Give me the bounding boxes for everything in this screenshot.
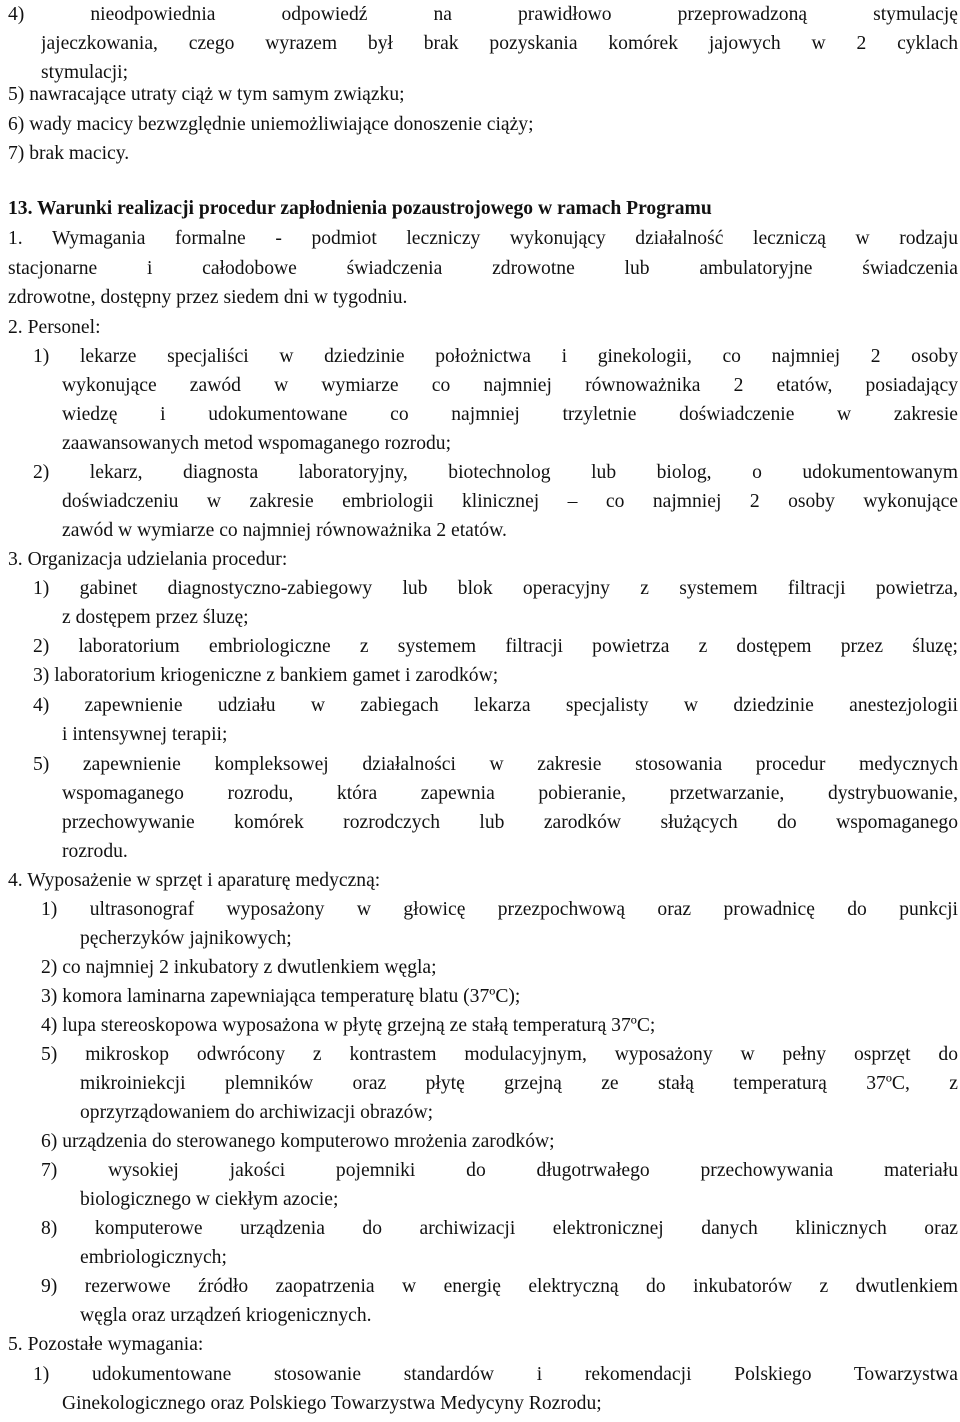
paragraph-line: 1. Wymagania formalne - podmiot leczniczy wykonujący działalność leczniczą w rodzaju xyxy=(8,228,958,249)
list-item-continuation: wspomaganego rozrodu, która zapewnia pobieranie, przetwarzanie, dystrybuowanie, xyxy=(62,783,958,804)
list-item: 3) komora laminarna zapewniająca temperaturę blatu (37ºC); xyxy=(41,986,521,1007)
paragraph-line: stacjonarne i całodobowe świadczenia zdrowotne lub ambulatoryjne świadczenia xyxy=(8,258,958,279)
list-item: 1) lekarze specjaliści w dziedzinie położnictwa i ginekologii, co najmniej 2 osoby xyxy=(33,346,958,367)
paragraph-line: zdrowotne, dostępny przez siedem dni w tygodniu. xyxy=(8,287,408,308)
list-item-continuation: mikroiniekcji plemników oraz płytę grzejną ze stałą temperaturą 37ºC, z xyxy=(80,1073,958,1094)
list-item-continuation: wykonujące zawód w wymiarze co najmniej równoważnika 2 etatów, posiadający xyxy=(62,375,958,396)
subsection-heading: 5. Pozostałe wymagania: xyxy=(8,1334,204,1355)
list-item: 1) gabinet diagnostyczno-zabiegowy lub blok operacyjny z systemem filtracji powietrza, xyxy=(33,578,958,599)
list-item: 2) lekarz, diagnosta laboratoryjny, biotechnolog lub biolog, o udokumentowanym xyxy=(33,462,958,483)
list-item: 6) urządzenia do sterowanego komputerowo mrożenia zarodków; xyxy=(41,1131,555,1152)
list-item-continuation: zawód w wymiarze co najmniej równoważnika 2 etatów. xyxy=(62,520,507,541)
list-item-continuation: przechowywanie komórek rozrodczych lub zarodków służących do wspomaganego xyxy=(62,812,958,833)
list-item: 4) nieodpowiednia odpowiedź na prawidłowo przeprowadzoną stymulację xyxy=(8,4,958,25)
list-item-continuation: embriologicznych; xyxy=(80,1247,227,1268)
list-item: 7) brak macicy. xyxy=(8,143,130,164)
list-item-continuation: biologicznego w ciekłym azocie; xyxy=(80,1189,339,1210)
list-item: 4) zapewnienie udziału w zabiegach lekarza specjalisty w dziedzinie anestezjologii xyxy=(33,695,958,716)
list-item-continuation: i intensywnej terapii; xyxy=(62,724,228,745)
list-item-continuation: pęcherzyków jajnikowych; xyxy=(80,928,292,949)
list-item: 8) komputerowe urządzenia do archiwizacji elektronicznej danych klinicznych oraz xyxy=(41,1218,958,1239)
list-item-continuation: Ginekologicznego oraz Polskiego Towarzystwa Medycyny Rozrodu; xyxy=(62,1393,602,1414)
subsection-heading: 3. Organizacja udzielania procedur: xyxy=(8,549,288,570)
list-item: 2) co najmniej 2 inkubatory z dwutlenkiem węgla; xyxy=(41,957,437,978)
list-item-continuation: stymulacji; xyxy=(41,62,129,83)
list-item: 3) laboratorium kriogeniczne z bankiem gamet i zarodków; xyxy=(33,665,499,686)
list-item: 6) wady macicy bezwzględnie uniemożliwiające donoszenie ciąży; xyxy=(8,114,534,135)
list-item: 1) udokumentowane stosowanie standardów i rekomendacji Polskiego Towarzystwa xyxy=(33,1364,958,1385)
list-item-continuation: zaawansowanych metod wspomaganego rozrodu; xyxy=(62,433,452,454)
subsection-heading: 2. Personel: xyxy=(8,317,101,338)
list-item: 9) rezerwowe źródło zaopatrzenia w energię elektryczną do inkubatorów z dwutlenkiem xyxy=(41,1276,958,1297)
list-item-continuation: doświadczeniu w zakresie embriologii klinicznej – co najmniej 2 osoby wykonujące xyxy=(62,491,958,512)
list-item: 1) ultrasonograf wyposażony w głowicę przezpochwową oraz prowadnicę do punkcji xyxy=(41,899,958,920)
list-item: 7) wysokiej jakości pojemniki do długotrwałego przechowywania materiału xyxy=(41,1160,958,1181)
subsection-heading: 4. Wyposażenie w sprzęt i aparaturę medyczną: xyxy=(8,870,381,891)
list-item-continuation: z dostępem przez śluzę; xyxy=(62,607,249,628)
list-item: 2) laboratorium embriologiczne z systemem filtracji powietrza z dostępem przez śluzę; xyxy=(33,636,958,657)
list-item: 4) lupa stereoskopowa wyposażona w płytę grzejną ze stałą temperaturą 37ºC; xyxy=(41,1015,656,1036)
list-item-continuation: wiedzę i udokumentowane co najmniej trzyletnie doświadczenie w zakresie xyxy=(62,404,958,425)
list-item: 5) zapewnienie kompleksowej działalności w zakresie stosowania procedur medycznych xyxy=(33,754,958,775)
list-item: 5) mikroskop odwrócony z kontrastem modulacyjnym, wyposażony w pełny osprzęt do xyxy=(41,1044,958,1065)
list-item: 5) nawracające utraty ciąż w tym samym związku; xyxy=(8,84,405,105)
section-heading: 13. Warunki realizacji procedur zapłodnienia pozaustrojowego w ramach Programu xyxy=(8,198,712,219)
list-item-continuation: oprzyrządowaniem do archiwizacji obrazów; xyxy=(80,1102,434,1123)
list-item-continuation: jajeczkowania, czego wyrazem był brak pozyskania komórek jajowych w 2 cyklach xyxy=(41,33,958,54)
list-item-continuation: węgla oraz urządzeń kriogenicznych. xyxy=(80,1305,372,1326)
list-item-continuation: rozrodu. xyxy=(62,841,128,862)
